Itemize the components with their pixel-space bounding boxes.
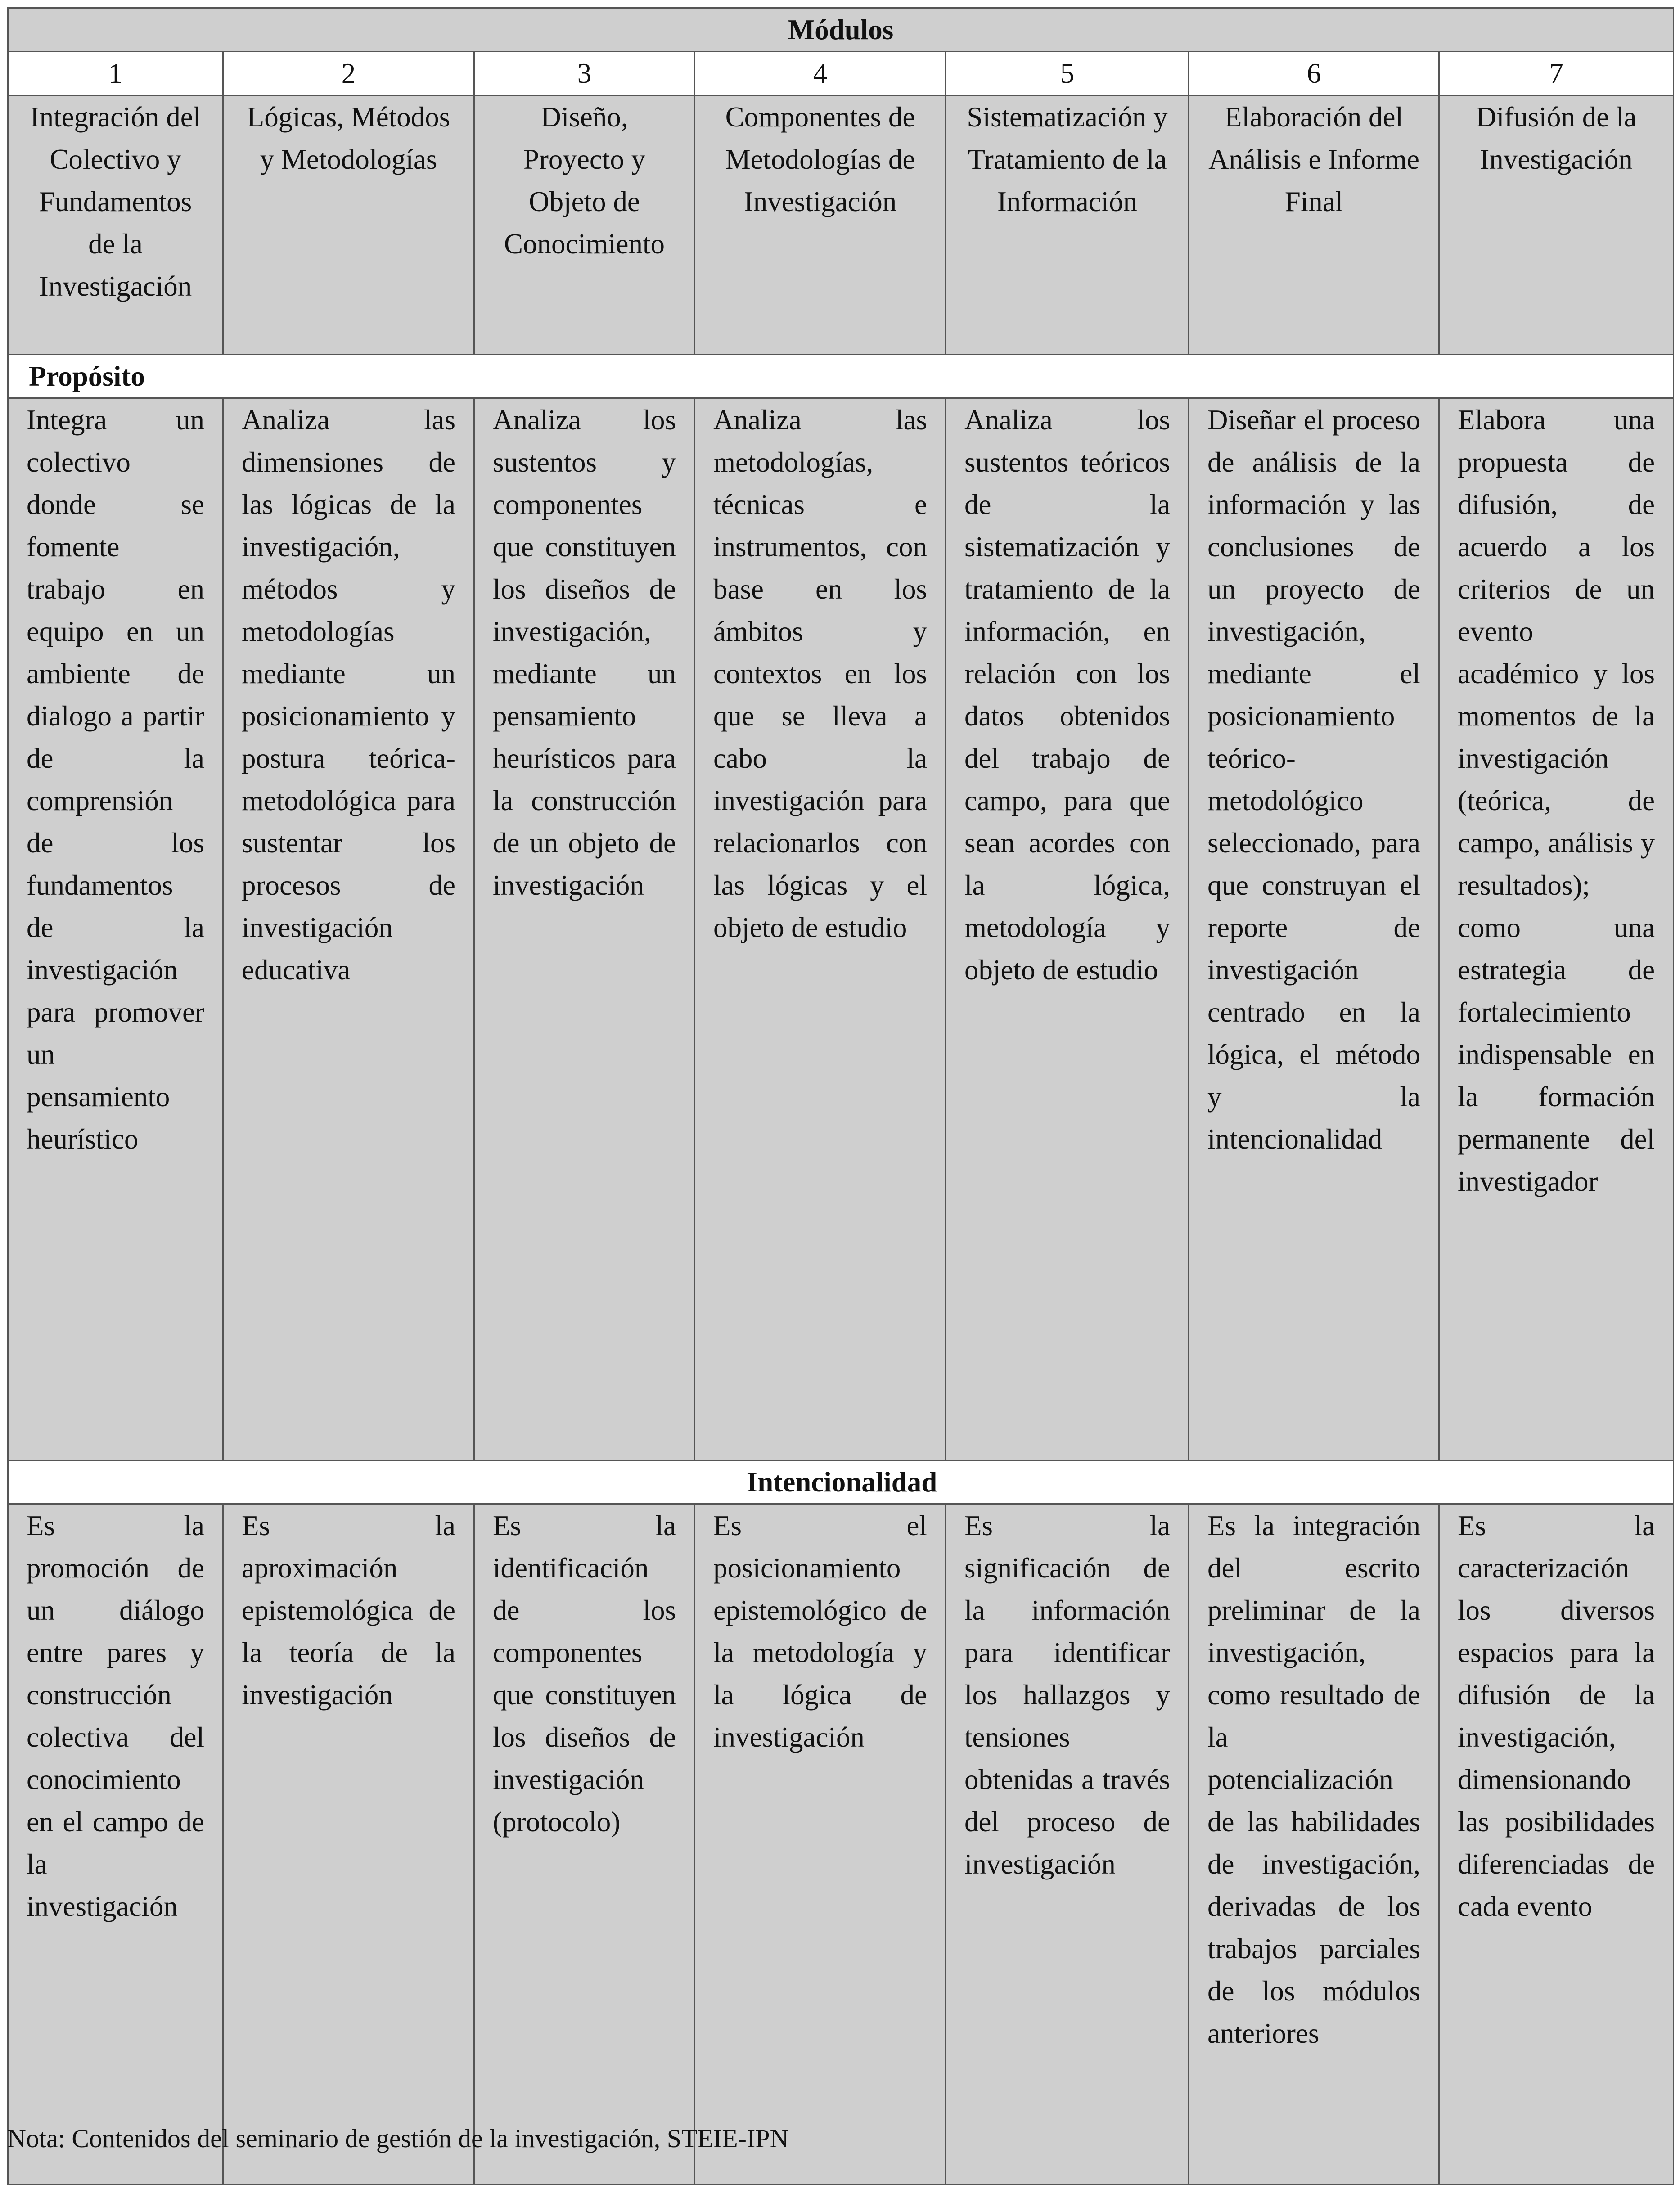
module-name: Sistematización y Tratamiento de la Información (946, 95, 1189, 355)
proposito-cell: Analiza las metodologías, técnicas e instrumentos, con base en los ámbitos y contextos en los que se lleva a cabo la investigación para relacionarlos con las lógicas y el objeto de estudio (695, 398, 946, 1460)
intencionalidad-cell: Es la aproximación epistemológica de la teoría de la investigación (223, 1504, 474, 2185)
intencionalidad-cell: Es la caracterización los diversos espacios para la difusión de la investigación, dimensionando las posibilidades diferenciadas de cada evento (1439, 1504, 1674, 2185)
module-name-row (8, 95, 1674, 355)
module-name: Difusión de la Investigación (1439, 95, 1674, 355)
section-header-intencionalidad: Intencionalidad (8, 1460, 1674, 1504)
intencionalidad-cell: Es la identificación de los componentes que constituyen los diseños de investigación (protocolo) (474, 1504, 695, 2185)
module-number: 2 (223, 52, 474, 95)
intencionalidad-row (8, 1504, 1674, 2185)
module-number: 4 (695, 52, 946, 95)
module-number: 6 (1189, 52, 1439, 95)
proposito-cell: Analiza los sustentos teóricos de la sistematización y tratamiento de la información, en relación con los datos obtenidos del trabajo de campo, para que sean acordes con la lógica, metodología y objeto de estudio (946, 398, 1189, 1460)
module-name: Integración del Colectivo y Fundamentos de la Investigación (8, 95, 223, 355)
table-title: Módulos (8, 8, 1674, 52)
modules-table (7, 7, 1674, 2185)
table-note: Nota: Contenidos del seminario de gestión de la investigación, STEIE-IPN (7, 2124, 789, 2153)
module-name: Componentes de Metodologías de Investigación (695, 95, 946, 355)
proposito-cell: Analiza los sustentos y componentes que constituyen los diseños de investigación, mediante un pensamiento heurísticos para la construcción de un objeto de investigación (474, 398, 695, 1460)
intencionalidad-cell: Es la promoción de un diálogo entre pares y construcción colectiva del conocimiento en el campo de la investigación (8, 1504, 223, 2185)
module-number: 5 (946, 52, 1189, 95)
proposito-cell: Elabora una propuesta de difusión, de acuerdo a los criterios de un evento académico y los momentos de la investigación (teórica, de campo, análisis y resultados); como una estrategia de fortalecimiento indispensable en la formación permanente del investigador (1439, 398, 1674, 1460)
intencionalidad-cell: Es la integración del escrito preliminar de la investigación, como resultado de la potencialización de las habilidades de investigación, derivadas de los trabajos parciales de los módulos anteriores (1189, 1504, 1439, 2185)
module-number: 7 (1439, 52, 1674, 95)
module-name: Diseño, Proyecto y Objeto de Conocimiento (474, 95, 695, 355)
intencionalidad-cell: Es el posicionamiento epistemológico de la metodología y la lógica de investigación (695, 1504, 946, 2185)
module-name: Elaboración del Análisis e Informe Final (1189, 95, 1439, 355)
intencionalidad-cell: Es la significación de la información para identificar los hallazgos y tensiones obtenidas a través del proceso de investigación (946, 1504, 1189, 2185)
section-header-proposito: Propósito (8, 355, 1674, 398)
proposito-cell: Analiza las dimensiones de las lógicas de la investigación, métodos y metodologías mediante un posicionamiento y postura teórica-metodológica para sustentar los procesos de investigación educativa (223, 398, 474, 1460)
proposito-cell: Diseñar el proceso de análisis de la información y las conclusiones de un proyecto de investigación, mediante el posicionamiento teórico-metodológico seleccionado, para que construyan el reporte de investigación centrado en la lógica, el método y la intencionalidad (1189, 398, 1439, 1460)
proposito-row (8, 398, 1674, 1460)
module-name: Lógicas, Métodos y Metodologías (223, 95, 474, 355)
module-number: 1 (8, 52, 223, 95)
module-number: 3 (474, 52, 695, 95)
module-number-row (8, 52, 1674, 95)
proposito-cell: Integra un colectivo donde se fomente trabajo en equipo en un ambiente de dialogo a partir de la comprensión de los fundamentos de la investigación para promover un pensamiento heurístico (8, 398, 223, 1460)
